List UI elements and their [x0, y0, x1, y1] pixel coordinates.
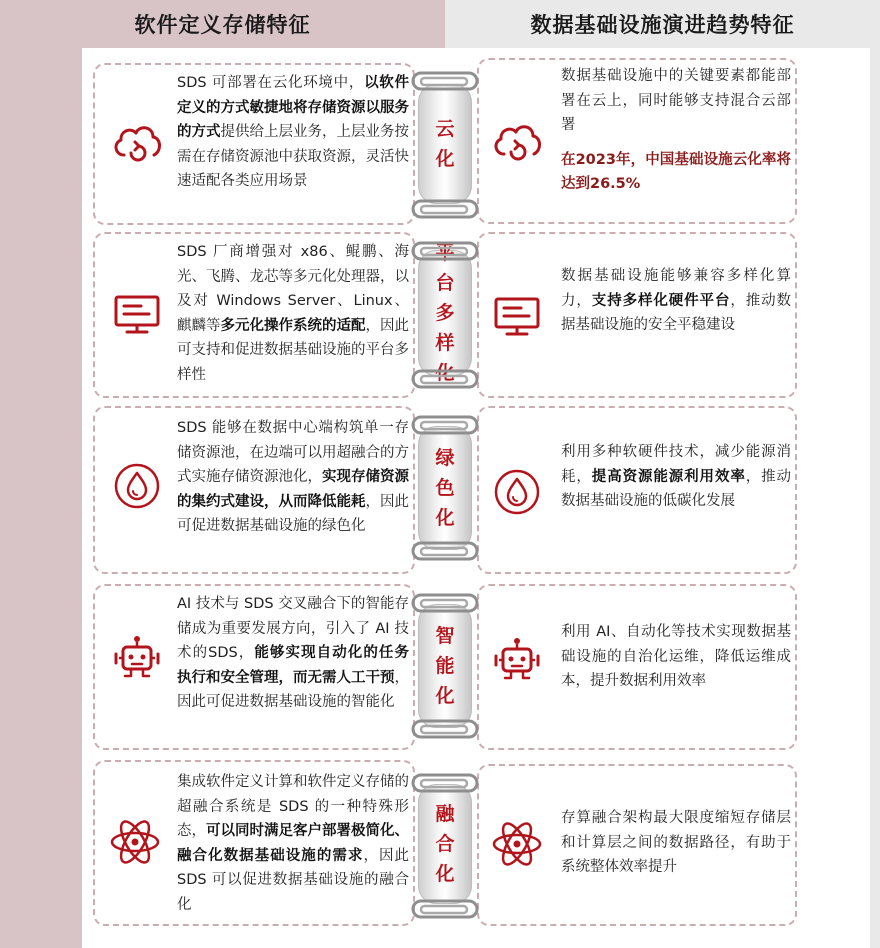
tab-cloud: [418, 84, 472, 204]
sds-feature-text: SDS 能够在数据中心端构筑单一存储资源池，在边端可以用超融合的方式实施存储资源池化，实现存储资源的集约式建设，从而降低能耗，因此可促进数据基础设施的绿色化: [177, 420, 409, 534]
left-column-title: 软件定义存储特征: [134, 13, 311, 37]
trend-description: 数据基础设施中的关键要素都能部署在云上，同时能够支持混合云部署: [561, 68, 791, 133]
atom-icon: [487, 814, 547, 874]
paperclip-icon: [410, 414, 480, 436]
sds-feature-card-platform: [93, 232, 415, 398]
cloud-refresh-icon: [107, 113, 167, 173]
tab-converged: [418, 784, 472, 904]
trend-text: 利用 AI、自动化等技术实现数据基础设施的自治化运维，降低运维成本，提升数据利用效率: [561, 624, 791, 689]
trend-text: [561, 64, 791, 197]
sds-feature-text: 集成软件定义计算和软件定义存储的超融合系统是 SDS 的一种特殊形态，可以同时满足客户部署极简化、融合化数据基础设施的需求，因此 SDS 可以促进数据基础设施的融合化: [177, 774, 410, 913]
sds-feature-card-converged: [93, 760, 415, 926]
tab-label: 融合化: [435, 803, 455, 885]
tab-label: 绿色化: [435, 447, 455, 529]
paperclip-icon: [410, 772, 480, 794]
trend-card-converged: [477, 764, 797, 926]
monitor-icon: [107, 284, 167, 344]
right-column-title: 数据基础设施演进趋势特征: [530, 13, 795, 37]
tab-intelligent: [418, 604, 472, 728]
paperclip-icon: [410, 70, 480, 92]
trend-text: 存算融合架构最大限度缩短存储层和计算层之间的数据路径，有助于系统整体效率提升: [561, 810, 791, 875]
trend-highlight: 在2023年，中国基础设施云化率将达到26.5%: [561, 151, 792, 192]
trend-text: 利用多种软硬件技术，减少能源消耗，提高资源能源利用效率，推动数据基础设施的低碳化发展: [561, 444, 792, 509]
tab-label: 云化: [435, 118, 455, 170]
robot-icon: [107, 630, 167, 690]
cloud-refresh-icon: [487, 112, 547, 172]
paperclip-icon: [410, 898, 480, 920]
sds-feature-text: SDS 厂商增强对 x86、鲲鹏、海光、飞腾、龙芯等多元化处理器，以及对 Windows Server、Linux、麒麟等多元化操作系统的适配，因此可支持和促进数据基础设施的平台多样性: [177, 244, 409, 383]
paperclip-icon: [410, 718, 480, 740]
sds-feature-card-cloud: [93, 63, 415, 225]
sds-feature-card-intelligent: [93, 584, 415, 750]
sds-feature-text: SDS 可部署在云化环境中，以软件定义的方式敏捷地将存储资源以服务的方式提供给上层业务，上层业务按需在存储资源池中获取资源，灵活快速适配各类应用场景: [177, 75, 409, 189]
tab-label: 平台多样化: [435, 242, 455, 384]
monitor-icon: [487, 286, 547, 346]
paperclip-icon: [410, 592, 480, 614]
trend-card-green: [477, 406, 797, 574]
trend-card-intelligent: [477, 584, 797, 750]
sds-feature-text: AI 技术与 SDS 交叉融合下的智能存储成为重要发展方向，引入了 AI 技术的SDS，能够实现自动化的任务执行和安全管理，而无需人工干预，因此可促进数据基础设施的智能化: [177, 596, 409, 710]
tab-platform-diversity: [418, 242, 472, 384]
robot-icon: [487, 632, 547, 692]
water-drop-icon: [487, 462, 547, 522]
trend-card-platform: [477, 232, 797, 398]
paperclip-icon: [410, 540, 480, 562]
paperclip-icon: [410, 198, 480, 220]
trend-card-cloud: [477, 58, 797, 224]
paperclip-icon: [410, 368, 480, 390]
sds-feature-card-green: [93, 406, 415, 574]
trend-text: 数据基础设施能够兼容多样化算力，支持多样化硬件平台，推动数据基础设施的安全平稳建设: [561, 268, 792, 333]
tab-label: 智能化: [435, 625, 455, 707]
atom-icon: [105, 812, 165, 872]
tab-green: [418, 426, 472, 550]
water-drop-icon: [107, 456, 167, 516]
paperclip-icon: [410, 240, 480, 262]
